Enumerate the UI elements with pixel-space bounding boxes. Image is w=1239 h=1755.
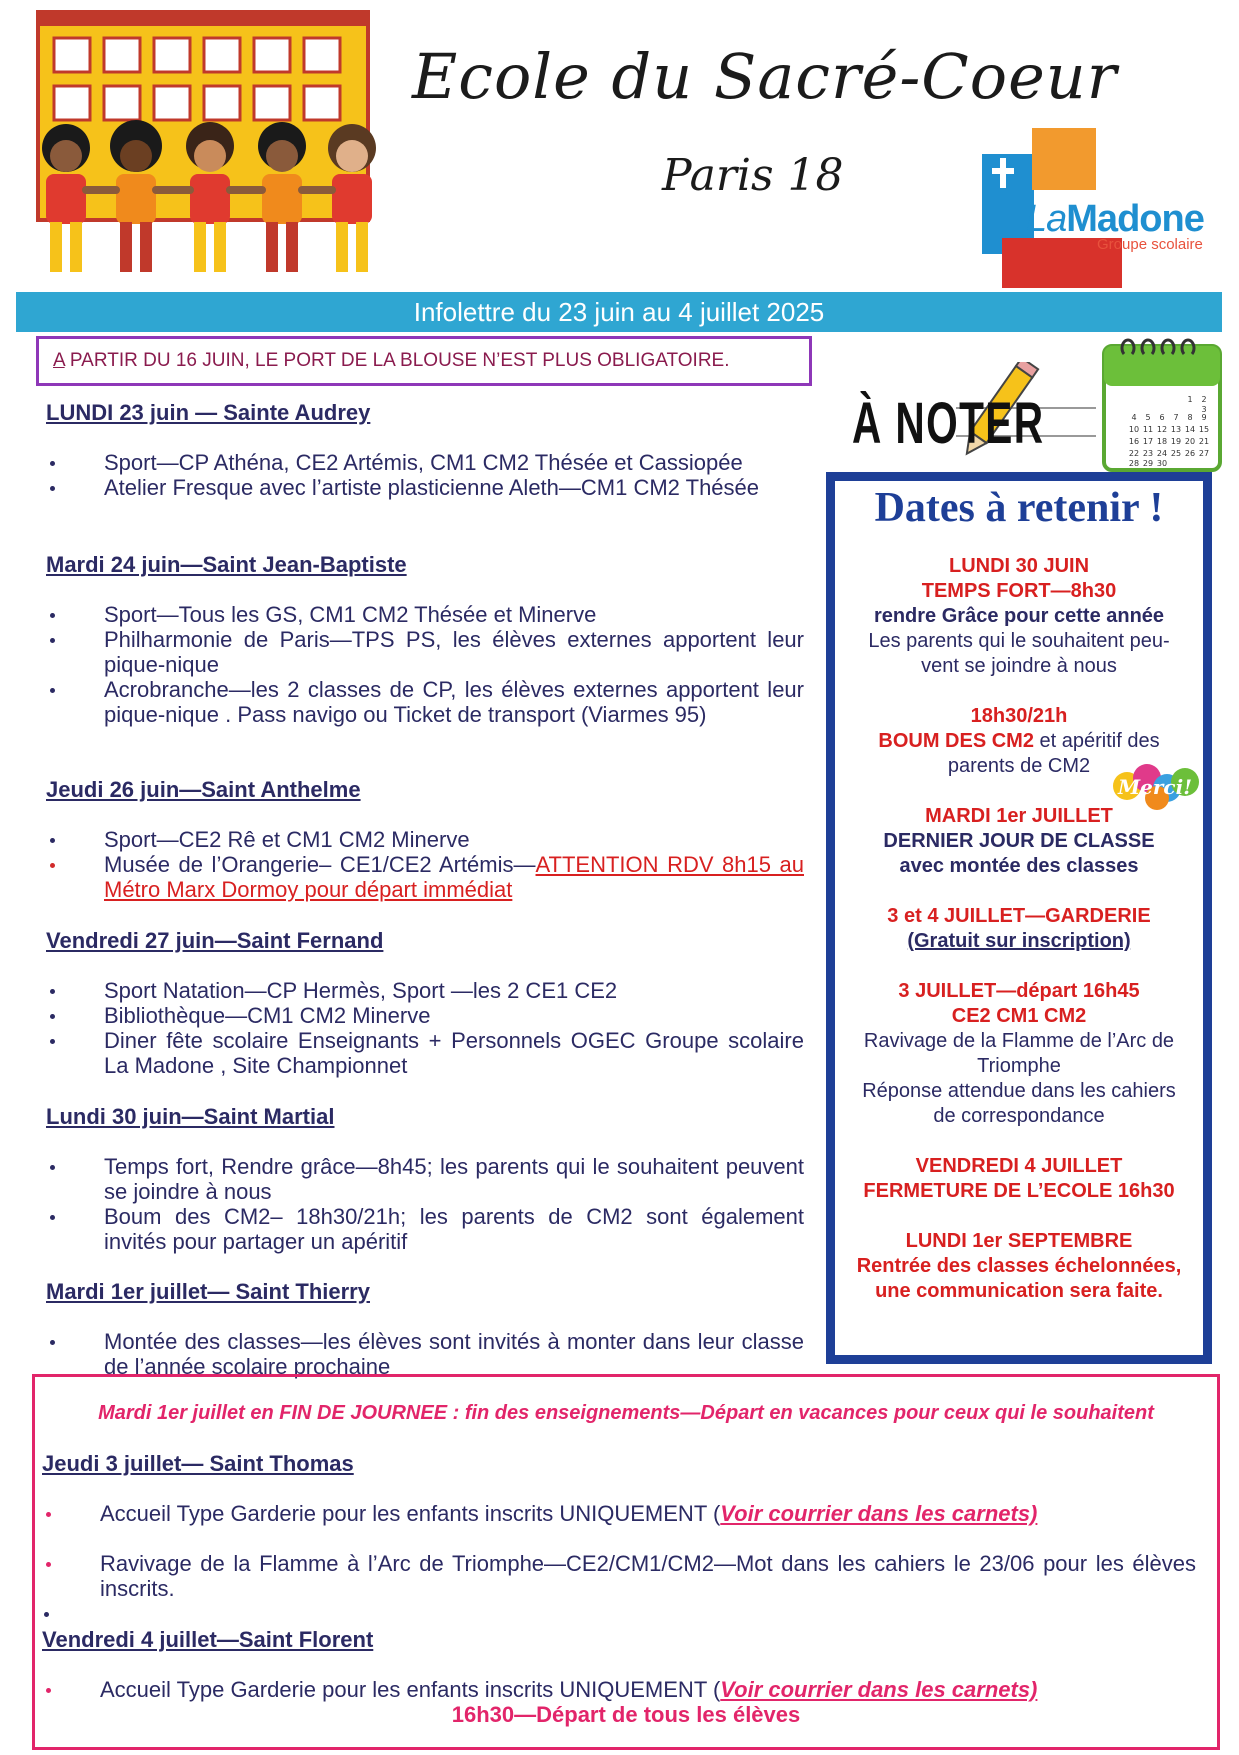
alert-rdv-text: ATTENTION RDV 8h15 au Métro Marx Dormoy pour départ immédiat [104, 852, 804, 902]
calendar-day: 23 [1142, 449, 1154, 458]
list-item: Montée des classes—les élèves sont invités à monter dans leur classe de l’année scolaire prochaine [46, 1329, 804, 1379]
day-list-friday-27 [46, 978, 804, 1078]
list-item: Ravivage de la Flamme à l’Arc de Triomphe—CE2/CM1/CM2—Mot dans les cahiers le 23/06 pour les élèves inscrits. [42, 1551, 1196, 1601]
day-list-tuesday-24 [46, 602, 804, 727]
calendar-day: 10 [1128, 425, 1140, 434]
day-heading-monday-30: Lundi 30 juin—Saint Martial [46, 1104, 335, 1129]
date-detail: vent se joindre à nous [921, 655, 1117, 677]
calendar-day: 5 [1145, 413, 1151, 422]
date-detail: Les parents qui le souhaitent peu- [868, 630, 1170, 652]
day-list-monday-30 [46, 1154, 804, 1254]
calendar-day: 24 [1156, 449, 1168, 458]
date-label: Rentrée des classes échelonnées, [856, 1255, 1182, 1277]
merci-text: Merci! [1118, 775, 1192, 799]
day-list-thursday-26 [46, 827, 804, 902]
alert-item-text: Musée de l’Orangerie– CE1/CE2 Artémis— [104, 852, 536, 877]
list-item: Diner fête scolaire Enseignants + Personnels OGEC Groupe scolaire La Madone , Site Championnet [46, 1028, 804, 1078]
list-item: Temps fort, Rendre grâce—8h45; les parents qui le souhaitent peuvent se joindre à nous [46, 1154, 804, 1204]
list-item: Atelier Fresque avec l’artiste plasticienne Aleth—CM1 CM2 Thésée [46, 475, 804, 500]
date-detail: et apéritif des [1033, 730, 1160, 752]
list-item: Sport—Tous les GS, CM1 CM2 Thésée et Minerve [46, 602, 804, 627]
date-label: TEMPS FORT—8h30 [921, 580, 1117, 602]
calendar-day: 12 [1156, 425, 1168, 434]
calendar-day: 28 [1128, 459, 1140, 468]
a-noter-label: À NOTER [852, 391, 1045, 456]
list-item: Sport—CP Athéna, CE2 Artémis, CM1 CM2 Thésée et Cassiopée [46, 450, 804, 475]
date-detail-line [840, 729, 1198, 754]
calendar-day: 14 [1184, 425, 1196, 434]
day-heading-monday-23: LUNDI 23 juin — Sainte Audrey [46, 400, 371, 425]
list-item: Boum des CM2– 18h30/21h; les parents de CM2 sont également invités pour partager un apéritif [46, 1204, 804, 1254]
date-label: FERMETURE DE L’ECOLE 16h30 [863, 1180, 1175, 1202]
list-item [42, 1677, 1196, 1702]
date-label: 18h30/21h [970, 705, 1068, 727]
date-detail: avec montée des classes [899, 855, 1139, 877]
dates-block-fermeture [840, 1154, 1198, 1204]
calendar-day: 2 [1201, 395, 1207, 404]
list-item-text: Accueil Type Garderie pour les enfants inscrits UNIQUEMENT ( [100, 1677, 721, 1702]
logo-la: La [1026, 198, 1067, 240]
calendar-day: 21 [1198, 437, 1210, 446]
day-heading-friday-4: Vendredi 4 juillet—Saint Florent [42, 1627, 374, 1652]
calendar-day: 26 [1184, 449, 1196, 458]
date-detail: (Gratuit sur inscription) [907, 930, 1131, 952]
day-heading-tuesday-24: Mardi 24 juin—Saint Jean-Baptiste [46, 552, 407, 577]
list-item: Philharmonie de Paris—TPS PS, les élèves externes apportent leur pique-nique [46, 627, 804, 677]
calendar-day: 4 [1131, 413, 1137, 422]
day-list-thursday-3 [42, 1501, 1196, 1601]
date-detail: Réponse attendue dans les cahiers [862, 1080, 1176, 1102]
day-heading-thursday-3: Jeudi 3 juillet— Saint Thomas [42, 1451, 354, 1476]
courrier-link[interactable]: Voir courrier dans les carnets) [720, 1677, 1038, 1702]
date-detail: Triomphe [977, 1055, 1061, 1077]
calendar-day: 22 [1128, 449, 1140, 458]
list-item-alert [46, 852, 804, 902]
date-detail: de correspondance [933, 1105, 1105, 1127]
day-list-tuesday-1 [46, 1329, 804, 1379]
calendar-day: 19 [1170, 437, 1182, 446]
la-madone-brand [1026, 198, 1204, 241]
date-label: 3 et 4 JUILLET—GARDERIE [887, 905, 1151, 927]
calendar-day: 18 [1156, 437, 1168, 446]
calendar-day: 20 [1184, 437, 1196, 446]
dates-block-garderie [840, 904, 1198, 954]
date-label: 3 JUILLET—départ 16h45 [898, 980, 1140, 1002]
date-detail: DERNIER JOUR DE CLASSE [883, 830, 1155, 852]
logo-tagline: Groupe scolaire [1097, 236, 1203, 253]
calendar-day: 11 [1142, 425, 1154, 434]
date-detail: parents de CM2 [947, 755, 1091, 777]
calendar-day: 8 [1187, 413, 1193, 422]
calendar-day: 3 [1201, 405, 1207, 414]
list-item [42, 1501, 1196, 1526]
courrier-link[interactable]: Voir courrier dans les carnets) [720, 1501, 1038, 1526]
date-label: BOUM DES CM2 [878, 730, 1034, 752]
list-item: Bibliothèque—CM1 CM2 Minerve [46, 1003, 804, 1028]
list-item: Sport—CE2 Rê et CM1 CM2 Minerve [46, 827, 804, 852]
date-label: une communication sera faite. [875, 1280, 1163, 1302]
day-heading-tuesday-1: Mardi 1er juillet— Saint Thierry [46, 1279, 370, 1304]
date-label: MARDI 1er JUILLET [925, 805, 1113, 827]
calendar-day: 7 [1173, 413, 1179, 422]
calendar-day: 17 [1142, 437, 1154, 446]
date-label: LUNDI 30 JUIN [948, 555, 1090, 577]
list-item: Sport Natation—CP Hermès, Sport —les 2 CE1 CE2 [46, 978, 804, 1003]
dates-block-lundi-30 [840, 554, 1198, 679]
calendar-day: 6 [1159, 413, 1165, 422]
end-day-notice: Mardi 1er juillet en FIN DE JOURNEE : fin des enseignements—Départ en vacances pour ceux qui le souhaitent [98, 1402, 1154, 1424]
dates-a-retenir-title: Dates à retenir ! [874, 485, 1164, 531]
day-list-monday-23 [46, 450, 804, 500]
day-list-friday-4 [42, 1677, 1196, 1702]
calendar-day: 27 [1198, 449, 1210, 458]
date-detail: Ravivage de la Flamme de l’Arc de [863, 1030, 1175, 1052]
newsletter-banner: Infolettre du 23 juin au 4 juillet 2025 [16, 292, 1222, 332]
logo-madone: Madone [1066, 198, 1204, 240]
calendar-day: 13 [1170, 425, 1182, 434]
school-title: Ecole du Sacré-Coeur [412, 40, 1118, 113]
school-location: Paris 18 [662, 150, 844, 201]
date-label: VENDREDI 4 JUILLET [915, 1155, 1123, 1177]
dates-block-flamme [840, 979, 1198, 1129]
calendar-day: 16 [1128, 437, 1140, 446]
school-children-illustration [14, 6, 414, 288]
calendar-day: 9 [1201, 413, 1207, 422]
day-heading-thursday-26: Jeudi 26 juin—Saint Anthelme [46, 777, 361, 802]
date-detail: rendre Grâce pour cette année [873, 605, 1165, 627]
notice-first-letter: A [53, 350, 65, 371]
final-departure-time: 16h30—Départ de tous les élèves [451, 1702, 801, 1727]
list-item-text: Accueil Type Garderie pour les enfants inscrits UNIQUEMENT ( [100, 1501, 721, 1526]
notice-text: PARTIR DU 16 JUIN, LE PORT DE LA BLOUSE N’EST PLUS OBLIGATOIRE. [64, 350, 730, 371]
calendar-day: 1 [1187, 395, 1193, 404]
dates-block-mardi-1 [840, 804, 1198, 879]
calendar-day: 15 [1198, 425, 1210, 434]
calendar-day: 29 [1142, 459, 1154, 468]
day-heading-friday-27: Vendredi 27 juin—Saint Fernand [46, 928, 384, 953]
dates-block-rentree [840, 1229, 1198, 1304]
date-label: CE2 CM1 CM2 [951, 1005, 1087, 1027]
calendar-day: 25 [1170, 449, 1182, 458]
calendar-day: 30 [1156, 459, 1168, 468]
list-item: Acrobranche—les 2 classes de CP, les élèves externes apportent leur pique-nique . Pass navigo ou Ticket de transport (Viarmes 95) [46, 677, 804, 727]
blouse-notice [36, 336, 812, 386]
date-label: LUNDI 1er SEPTEMBRE [905, 1230, 1133, 1252]
empty-bullet [44, 1612, 49, 1617]
calendar-icon [1100, 332, 1224, 474]
